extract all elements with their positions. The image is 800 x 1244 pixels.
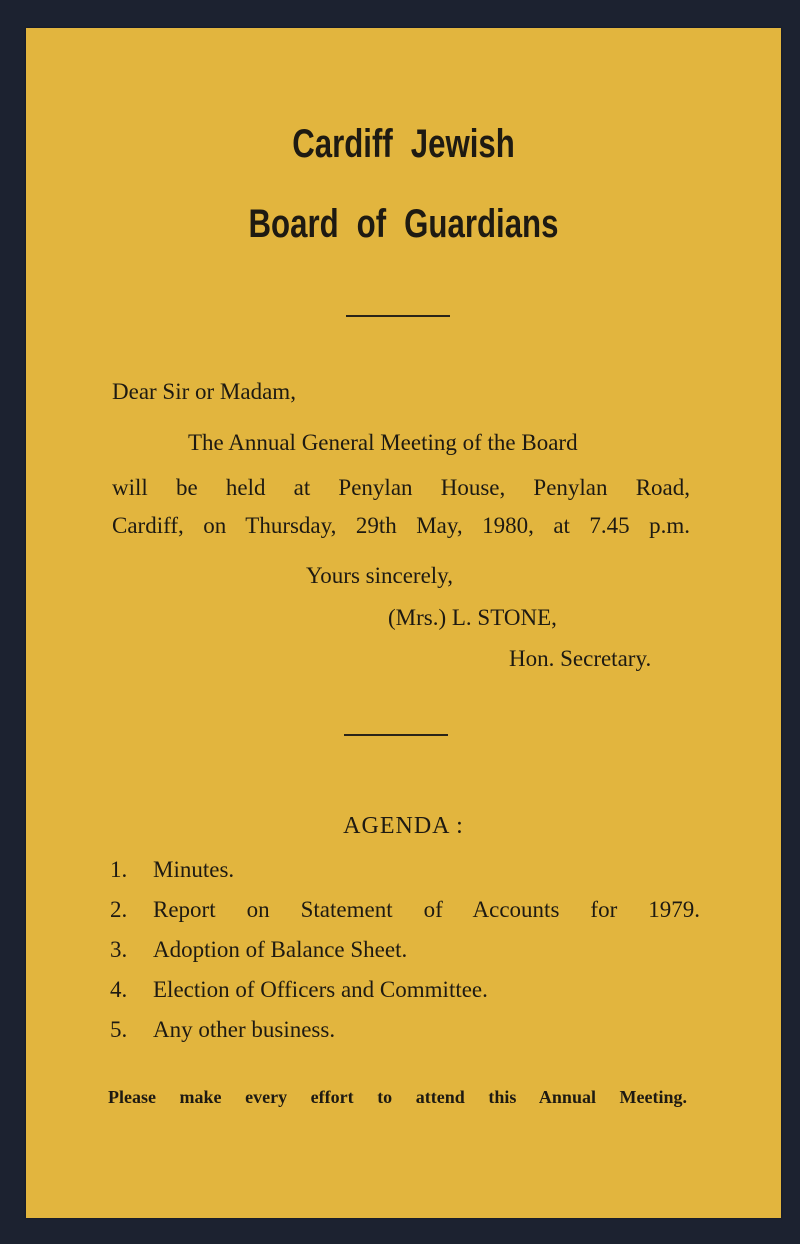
agenda-heading: AGENDA : [343, 813, 464, 839]
agenda-item-number: 4. [110, 977, 128, 1002]
divider-top [346, 315, 450, 317]
agenda-item-number: 1. [110, 857, 128, 882]
agenda-item-text: Report on Statement of Accounts for 1979. [153, 897, 700, 922]
agenda-item-text: Any other business. [153, 1017, 336, 1042]
footer-note: Please make every effort to attend this Annual Meeting. [108, 1087, 687, 1107]
signatory-title: Hon. Secretary. [509, 646, 652, 671]
agenda-item-number: 5. [110, 1017, 128, 1042]
agenda-item-number: 3. [110, 937, 128, 962]
agenda-item [110, 888, 700, 928]
body-line-1: The Annual General Meeting of the Board [188, 430, 578, 455]
agenda-item-text: Election of Officers and Committee. [153, 977, 488, 1002]
agenda-item [110, 968, 700, 1008]
body-line-2: will be held at Penylan House, Penylan Road, [112, 475, 690, 500]
agenda-item-text: Minutes. [153, 857, 235, 882]
agenda-list [110, 848, 700, 1048]
title-line-1: Cardiff Jewish [292, 122, 515, 166]
body-line-3: Cardiff, on Thursday, 29th May, 1980, at 7.45 p.m. [112, 513, 690, 538]
closing: Yours sincerely, [306, 563, 453, 588]
agenda-item-text: Adoption of Balance Sheet. [153, 937, 408, 962]
agenda-item [110, 1008, 700, 1048]
agenda-item [110, 848, 700, 888]
title-line-2: Board of Guardians [248, 202, 559, 246]
notice-card [26, 28, 781, 1218]
agenda-item [110, 928, 700, 968]
signatory-name: (Mrs.) L. STONE, [388, 605, 557, 630]
agenda-item-number: 2. [110, 897, 128, 922]
divider-bottom [344, 734, 448, 736]
salutation: Dear Sir or Madam, [112, 379, 296, 404]
